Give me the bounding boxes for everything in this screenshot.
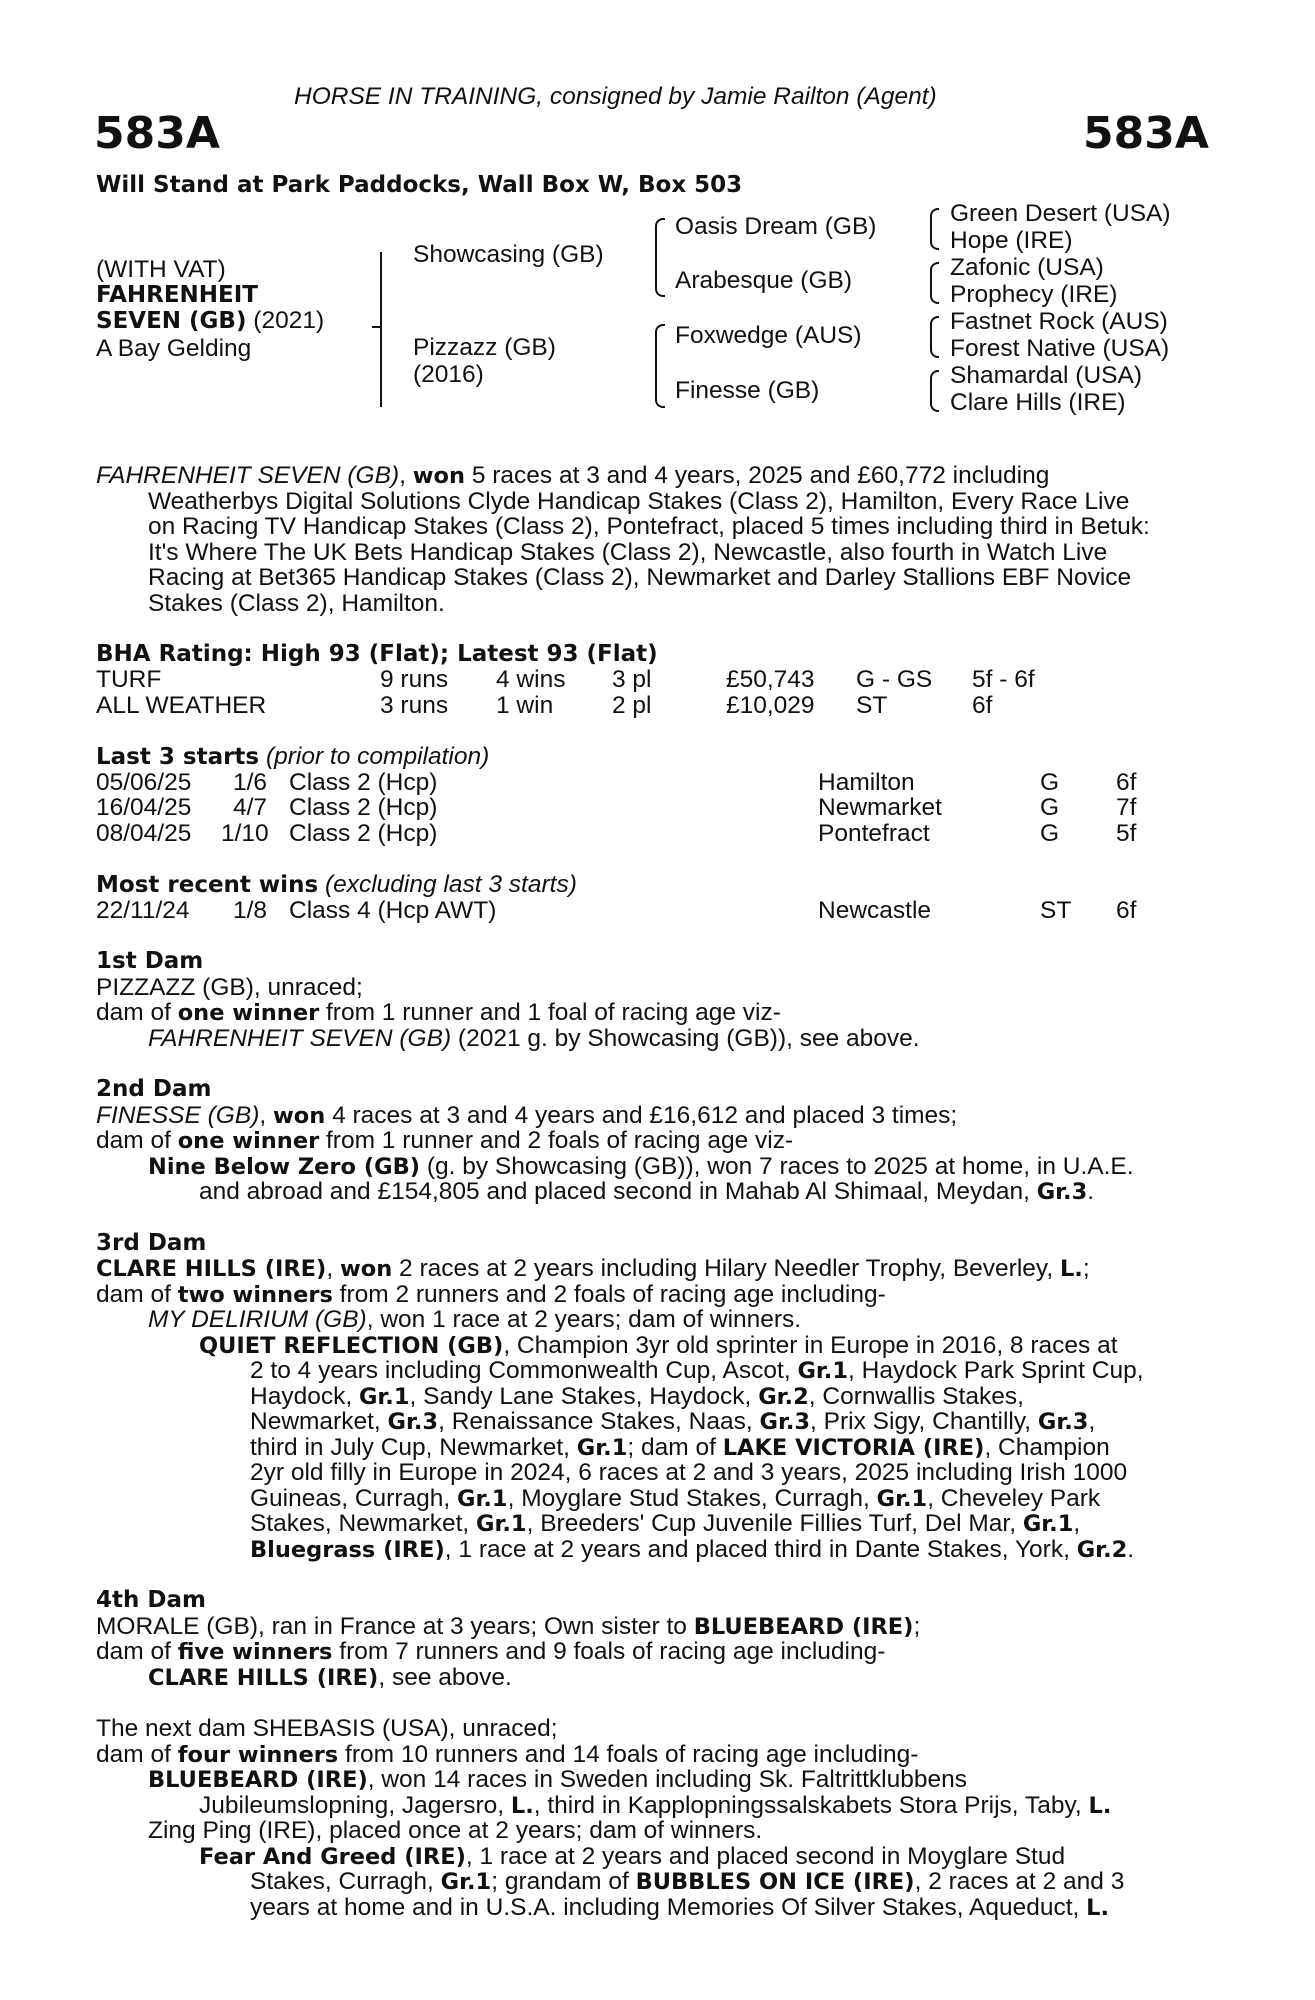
qr-name: QUIET REFLECTION (GB): [199, 1333, 504, 1359]
rating-turf-runs: 9 runs: [380, 666, 449, 693]
horse-name-line1: FAHRENHEIT: [96, 282, 258, 308]
summary-line4: It's Where The UK Bets Handicap Stakes (Class 2), Newcastle, also fourth in Watch Live: [148, 539, 1108, 566]
dam3-dam-of: dam of: [96, 1281, 171, 1308]
bluebeard-line1: [148, 1767, 1202, 1794]
pedigree-gen3-5: Fastnet Rock (AUS): [950, 308, 1168, 335]
qr-newmarket: Newmarket,: [250, 1408, 381, 1435]
dam3-line1: CLARE HILLS (IRE), won 2 races at 2 years including Hilary Needler Trophy, Beverley, L.;: [96, 1255, 1090, 1282]
dam2-line2: [96, 1128, 793, 1155]
dam3-line1-text: 2 races at 2 years including Hilary Needler Trophy, Beverley,: [399, 1255, 1054, 1282]
zing-ping-line: Zing Ping (IRE), placed once at 2 years; dam of winners.: [148, 1817, 763, 1844]
start-1-pos: 1/6: [233, 769, 268, 796]
lv-line5: Bluegrass (IRE), 1 race at 2 years and placed third in Dante Stakes, York, Gr.2.: [250, 1536, 1135, 1563]
rating-aw-earnings: £10,029: [726, 692, 815, 719]
pedigree-brace-main: [380, 252, 382, 407]
lot-number-right: 583A: [1083, 108, 1209, 159]
win-1-going: ST: [1040, 897, 1072, 924]
fear-listed: L.: [1086, 1895, 1110, 1921]
win-1-date: 22/11/24: [96, 897, 190, 924]
rating-turf-distance: 5f - 6f: [972, 666, 1035, 693]
dam4-line2: [96, 1639, 885, 1666]
dam2-line2-text: from 1 runner and 2 foals of racing age viz-: [326, 1127, 794, 1154]
bluebeard-l2b-text: , third in Kapplopningssalskabets Stora Prijs, Taby,: [533, 1792, 1082, 1819]
qr-gr3-b: Gr.3: [759, 1409, 811, 1435]
lv-line4: Stakes, Newmarket, Gr.1, Breeders' Cup Juvenile Fillies Turf, Del Mar, Gr.1,: [250, 1510, 1081, 1537]
dam4-line1-text: MORALE (GB), ran in France at 3 years; Own sister to: [96, 1613, 687, 1640]
pedigree-brace-g2: [930, 262, 939, 304]
pedigree-gen3-1: Green Desert (USA): [950, 200, 1171, 227]
qr-prix: Prix Sigy, Chantilly,: [823, 1408, 1032, 1435]
fear-line1: [199, 1844, 1202, 1871]
win-1-race: Class 4 (Hcp AWT): [289, 897, 497, 924]
fear-gr1: Gr.1: [440, 1869, 492, 1895]
win-1-course: Newcastle: [818, 897, 932, 924]
start-1-going: G: [1040, 769, 1060, 796]
lv-gr1-a: Gr.1: [457, 1486, 508, 1512]
lot-number-left: 583A: [94, 108, 220, 159]
last-starts-heading: Last 3 starts: [96, 744, 260, 770]
next-dam-line2: [96, 1742, 918, 1769]
qr-july: third in July Cup, Newmarket,: [250, 1434, 570, 1461]
dam4-winners: five winners: [177, 1639, 333, 1665]
vat-note: (WITH VAT): [96, 256, 226, 283]
start-2-course: Newmarket: [818, 794, 942, 821]
bluebeard-line2: [199, 1793, 1111, 1820]
last-starts-heading-row: [96, 744, 489, 771]
dam2-progeny-text2: and abroad and £154,805 and placed second in Mahab Al Shimaal, Meydan,: [199, 1178, 1030, 1205]
pedigree-dam: Pizzazz (GB): [413, 334, 556, 361]
qr-l1-text: , Champion 3yr old sprinter in Europe in 2016, 8 races at: [503, 1332, 1118, 1359]
dam3-line2-text: from 2 runners and 2 foals of racing age including-: [339, 1281, 886, 1308]
pedigree-sire: Showcasing (GB): [413, 241, 604, 268]
horse-description: A Bay Gelding: [96, 335, 252, 362]
dam4-line2-text: from 7 runners and 9 foals of racing age including-: [339, 1638, 886, 1665]
qr-cornwallis: Cornwallis Stakes,: [822, 1383, 1024, 1410]
dam2-won: won: [272, 1103, 326, 1129]
dam2-name: FINESSE (GB): [96, 1102, 260, 1129]
fear-line2: [250, 1869, 1202, 1896]
lv-cheveley: , Cheveley Park: [927, 1485, 1101, 1512]
rating-aw-going: ST: [856, 692, 888, 719]
dam3-winners: two winners: [177, 1282, 333, 1308]
rating-turf-placed: 3 pl: [612, 666, 652, 693]
dam1-winners: one winner: [177, 1000, 320, 1026]
lv-moyglare: Moyglare Stud Stakes, Curragh,: [521, 1485, 870, 1512]
dam2-progeny-text: (g. by Showcasing (GB)), won 7 races to 2025 at home, in U.A.E.: [426, 1153, 1134, 1180]
recent-wins-heading: Most recent wins: [96, 872, 319, 898]
bluebeard-listed-b: L.: [1088, 1793, 1112, 1819]
pedigree-gen3-7: Shamardal (USA): [950, 362, 1142, 389]
start-3-course: Pontefract: [818, 820, 930, 847]
fear-grandam: ; grandam of: [491, 1868, 629, 1895]
rating-turf-surface: TURF: [96, 666, 162, 693]
pedigree-brace-main-point: [372, 326, 380, 328]
summary-line2: Weatherbys Digital Solutions Clyde Handicap Stakes (Class 2), Hamilton, Every Race Live: [148, 488, 1130, 515]
lv-stakes-nm: Stakes, Newmarket,: [250, 1510, 470, 1537]
pedigree-brace-dam: [655, 324, 665, 408]
fear-l3-text: years at home and in U.S.A. including Memories Of Silver Stakes, Aqueduct,: [250, 1894, 1080, 1921]
start-1-race: Class 2 (Hcp): [289, 769, 438, 796]
qr-l2-text: 2 to 4 years including Commonwealth Cup, Ascot,: [250, 1357, 791, 1384]
dam2-dam-of: dam of: [96, 1127, 171, 1154]
rating-aw-placed: 2 pl: [612, 692, 652, 719]
qr-gr1-a: Gr.1: [797, 1358, 849, 1384]
start-1-course: Hamilton: [818, 769, 915, 796]
dam3-name: CLARE HILLS (IRE): [96, 1256, 327, 1282]
next-dam-line1: The next dam SHEBASIS (USA), unraced;: [96, 1715, 558, 1742]
win-1-pos: 1/8: [233, 897, 268, 924]
dam1-progeny-text: (2021 g. by Showcasing (GB)), see above.: [457, 1025, 920, 1052]
lake-victoria-name: LAKE VICTORIA (IRE): [722, 1435, 985, 1461]
dam4-progeny: CLARE HILLS (IRE): [148, 1665, 379, 1691]
lv-breeders: , Breeders' Cup Juvenile Fillies Turf, Del Mar,: [526, 1510, 1017, 1537]
qr-gr1-b: Gr.1: [358, 1384, 410, 1410]
dam2-progeny: Nine Below Zero (GB): [148, 1154, 420, 1180]
bluegrass-name: Bluegrass (IRE): [250, 1537, 445, 1563]
next-dam-winners: four winners: [177, 1742, 339, 1768]
rating-aw-wins: 1 win: [496, 692, 554, 719]
rating-turf-going: G - GS: [856, 666, 933, 693]
pedigree-dam-year: (2016): [413, 361, 484, 388]
qr-gr1-c: Gr.1: [576, 1435, 628, 1461]
dam1-line1: PIZZAZZ (GB), unraced;: [96, 974, 363, 1001]
dam4-progeny-line: [148, 1665, 512, 1692]
dam3-won: won: [339, 1256, 393, 1282]
qr-line1: [199, 1333, 1202, 1360]
dam4-heading: 4th Dam: [96, 1587, 206, 1613]
start-2-race: Class 2 (Hcp): [289, 794, 438, 821]
dam4-dam-of: dam of: [96, 1638, 171, 1665]
summary-line6: Stakes (Class 2), Hamilton.: [148, 590, 445, 617]
qr-gr3-c: Gr.3: [1037, 1409, 1089, 1435]
pedigree-brace-sire: [655, 218, 665, 297]
bluebeard-l2-text: Jubileumslopning, Jagersro,: [199, 1792, 505, 1819]
summary-line1-text: 5 races at 3 and 4 years, 2025 and £60,772 including: [471, 462, 1050, 489]
dam2-progeny-line2: and abroad and £154,805 and placed second in Mahab Al Shimaal, Meydan, Gr.3.: [199, 1178, 1095, 1205]
dam4-bluebeard: BLUEBEARD (IRE): [693, 1614, 914, 1640]
foaling-year: (2021): [253, 307, 325, 334]
pedigree-gen3-2: Hope (IRE): [950, 227, 1073, 254]
dam2-line1: FINESSE (GB), won 4 races at 3 and 4 years and £16,612 and placed 3 times;: [96, 1102, 958, 1129]
lv-line3: Guineas, Curragh, Gr.1, Moyglare Stud Stakes, Curragh, Gr.1, Cheveley Park: [250, 1485, 1101, 1512]
dam2-grade: Gr.3: [1036, 1179, 1088, 1205]
qr-renaissance: Renaissance Stakes, Naas,: [451, 1408, 753, 1435]
pedigree-brace-g1: [930, 208, 939, 250]
dam3-daughter-line: [148, 1307, 801, 1333]
stable-location: Will Stand at Park Paddocks, Wall Box W, Box 503: [96, 172, 743, 198]
start-2-going: G: [1040, 794, 1060, 821]
qr-gr3-a: Gr.3: [387, 1409, 439, 1435]
rating-heading: BHA Rating: High 93 (Flat); Latest 93 (Flat): [96, 641, 658, 667]
pedigree-gen3-4: Prophecy (IRE): [950, 281, 1118, 308]
dam2-line1-text: 4 races at 3 and 4 years and £16,612 and placed 3 times;: [332, 1102, 958, 1129]
pedigree-dam-dam: Finesse (GB): [675, 377, 820, 404]
bubbles-name: BUBBLES ON ICE (IRE): [635, 1869, 915, 1895]
start-3-dist: 5f: [1116, 820, 1137, 847]
qr-gr2: Gr.2: [758, 1384, 809, 1410]
dam3-line2: [96, 1282, 886, 1309]
horse-name-line2-row: [96, 308, 324, 335]
summary-won: won: [412, 463, 465, 489]
lv-guineas: Guineas, Curragh,: [250, 1485, 451, 1512]
lv-line2: 2yr old filly in Europe in 2024, 6 races at 2 and 3 years, 2025 including Irish 1000: [250, 1459, 1128, 1486]
qr-l2b-text: , Haydock Park Sprint Cup,: [848, 1357, 1144, 1384]
start-1-date: 05/06/25: [96, 769, 192, 796]
lake-rest: , Champion: [984, 1434, 1110, 1461]
bluebeard-listed-a: L.: [510, 1793, 534, 1819]
pedigree-brace-g4: [930, 370, 939, 412]
rating-turf-earnings: £50,743: [726, 666, 815, 693]
rating-aw-distance: 6f: [972, 692, 993, 719]
dam1-progeny: FAHRENHEIT SEVEN (GB): [148, 1025, 452, 1052]
dam2-winners: one winner: [177, 1128, 320, 1154]
dam3-daughter-text: , won 1 race at 2 years; dam of winners.: [366, 1306, 802, 1333]
start-2-pos: 4/7: [233, 794, 268, 821]
win-1-dist: 6f: [1116, 897, 1137, 924]
summary-line1: FAHRENHEIT SEVEN (GB), won 5 races at 3 and 4 years, 2025 and £60,772 including: [96, 462, 1050, 489]
lv-gr1-d: Gr.1: [1022, 1511, 1074, 1537]
summary-horse-name: FAHRENHEIT SEVEN (GB): [96, 462, 400, 489]
rating-aw-surface: ALL WEATHER: [96, 692, 267, 719]
dam1-line2-text: from 1 runner and 1 foal of racing age viz-: [326, 999, 781, 1026]
start-3-pos: 1/10: [221, 820, 269, 847]
dam2-heading: 2nd Dam: [96, 1076, 212, 1102]
summary-line5: Racing at Bet365 Handicap Stakes (Class 2), Newmarket and Darley Stallions EBF Novice: [148, 564, 1132, 591]
dam3-listed: L.: [1059, 1256, 1083, 1282]
horse-name-line2: SEVEN (GB): [96, 308, 247, 334]
fear-rest: , 1 race at 2 years and placed second in Moyglare Stud: [465, 1843, 1066, 1870]
start-3-race: Class 2 (Hcp): [289, 820, 438, 847]
qr-line5: [250, 1435, 1202, 1462]
start-3-date: 08/04/25: [96, 820, 192, 847]
start-2-date: 16/04/25: [96, 794, 192, 821]
bluebeard-name: BLUEBEARD (IRE): [148, 1767, 368, 1793]
qr-sandy: Sandy Lane Stakes, Haydock,: [423, 1383, 752, 1410]
pedigree-gen3-3: Zafonic (USA): [950, 254, 1104, 281]
next-dam-dam-of: dam of: [96, 1741, 171, 1768]
rating-turf-wins: 4 wins: [496, 666, 566, 693]
recent-wins-heading-row: [96, 872, 577, 899]
bluebeard-rest: , won 14 races in Sweden including Sk. Faltrittklubbens: [367, 1766, 967, 1793]
fear-name: Fear And Greed (IRE): [199, 1844, 466, 1870]
dam2-progeny-line: [148, 1154, 1134, 1181]
dam1-line2: [96, 1000, 781, 1027]
dam4-progeny-text: , see above.: [378, 1664, 512, 1691]
pedigree-sire-sire: Oasis Dream (GB): [675, 213, 877, 240]
pedigree-sire-dam: Arabesque (GB): [675, 267, 853, 294]
dam3-daughter: MY DELIRIUM (GB): [148, 1306, 367, 1333]
start-1-dist: 6f: [1116, 769, 1137, 796]
dam3-heading: 3rd Dam: [96, 1230, 207, 1256]
last-starts-note: (prior to compilation): [265, 743, 490, 770]
pedigree-gen3-6: Forest Native (USA): [950, 335, 1170, 362]
consignor-line: HORSE IN TRAINING, consigned by Jamie Railton (Agent): [294, 83, 937, 110]
lv-gr1-b: Gr.1: [876, 1486, 928, 1512]
pedigree-dam-sire: Foxwedge (AUS): [675, 322, 862, 349]
summary-line3: on Racing TV Handicap Stakes (Class 2), Pontefract, placed 5 times including third in Betuk:: [148, 513, 1150, 540]
start-2-dist: 7f: [1116, 794, 1137, 821]
pedigree-brace-g3: [930, 316, 939, 358]
qr-line4: Newmarket, Gr.3, Renaissance Stakes, Naas, Gr.3, Prix Sigy, Chantilly, Gr.3,: [250, 1408, 1096, 1435]
dam1-dam-of: dam of: [96, 999, 171, 1026]
recent-wins-note: (excluding last 3 starts): [324, 871, 577, 898]
bluegrass-rest: , 1 race at 2 years and placed third in Dante Stakes, York,: [444, 1536, 1070, 1563]
qr-haydock: Haydock,: [250, 1383, 353, 1410]
next-dam-line2-text: from 10 runners and 14 foals of racing age including-: [345, 1741, 919, 1768]
rating-aw-runs: 3 runs: [380, 692, 449, 719]
lv-gr1-c: Gr.1: [476, 1511, 527, 1537]
pedigree-gen3-8: Clare Hills (IRE): [950, 389, 1126, 416]
bluegrass-gr2: Gr.2: [1076, 1537, 1128, 1563]
qr-line2: [250, 1358, 1202, 1385]
qr-line3: Haydock, Gr.1, Sandy Lane Stakes, Haydock, Gr.2, Cornwallis Stakes,: [250, 1383, 1024, 1410]
fear-l2-text: Stakes, Curragh,: [250, 1868, 434, 1895]
dam1-heading: 1st Dam: [96, 948, 204, 974]
start-3-going: G: [1040, 820, 1060, 847]
fear-line3: [250, 1895, 1109, 1922]
dam4-line1: MORALE (GB), ran in France at 3 years; Own sister to BLUEBEARD (IRE);: [96, 1613, 921, 1640]
dam1-progeny-line: [148, 1026, 920, 1052]
bubbles-rest: , 2 races at 2 and 3: [914, 1868, 1125, 1895]
qr-dam-of: ; dam of: [627, 1434, 716, 1461]
